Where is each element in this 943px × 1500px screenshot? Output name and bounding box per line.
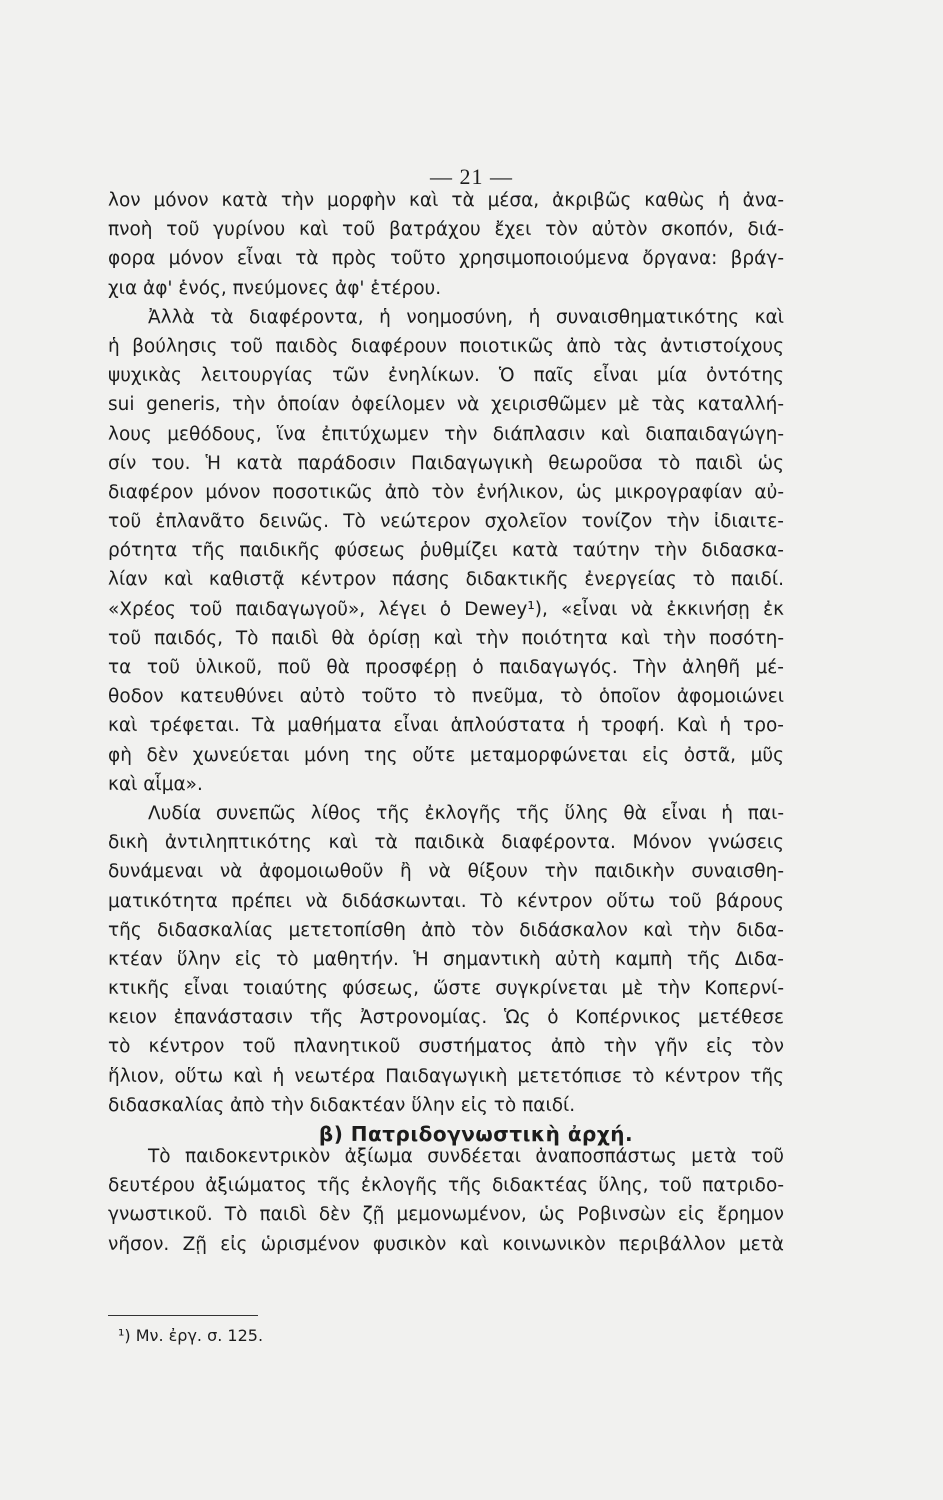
text-line: «Χρέος τοῦ παιδαγωγοῦ», λέγει ὁ Dewey¹), «εἶναι νὰ ἐκκινήσῃ ἐκ: [108, 598, 784, 620]
text-line: νῆσον. Ζῇ εἰς ὡρισμένον φυσικὸν καὶ κοινωνικὸν περιβάλλον μετὰ: [108, 1233, 784, 1255]
text-line: Λυδία συνεπῶς λίθος τῆς ἐκλογῆς τῆς ὕλης θὰ εἶναι ἡ παι-: [148, 802, 784, 824]
text-line: δικὴ ἀντιληπτικότης καὶ τὰ παιδικὰ διαφέροντα. Μόνον γνώσεις: [108, 832, 784, 854]
footnote: ¹) Μν. ἐργ. σ. 125.: [118, 1326, 264, 1345]
text-line: ψυχικὰς λειτουργίας τῶν ἐνηλίκων. Ὁ παῖς εἶναι μία ὀντότης: [108, 365, 784, 387]
text-line: ἡ βούλησις τοῦ παιδὸς διαφέρουν ποιοτικῶς ἀπὸ τὰς ἀντιστοίχους: [108, 335, 784, 357]
text-line: τοῦ παιδός, Τὸ παιδὶ θὰ ὁρίσῃ καὶ τὴν ποιότητα καὶ τὴν ποσότη-: [108, 627, 784, 649]
text-line: καὶ αἷμα».: [108, 773, 203, 795]
text-line: φορα μόνον εἶναι τὰ πρὸς τοῦτο χρησιμοποιούμενα ὄργανα: βράγ-: [108, 248, 784, 270]
main-text-block: [108, 186, 784, 1149]
text-line: γνωστικοῦ. Τὸ παιδὶ δὲν ζῇ μεμονωμένον, ὡς Ροβινσὼν εἰς ἔρημον: [108, 1204, 784, 1226]
text-line: σίν του. Ἡ κατὰ παράδοσιν Παιδαγωγικὴ θεωροῦσα τὸ παιδὶ ὡς: [108, 452, 784, 474]
text-line: λους μεθόδους, ἵνα ἐπιτύχωμεν τὴν διάπλασιν καὶ διαπαιδαγώγη-: [108, 423, 784, 445]
text-line: καὶ τρέφεται. Τὰ μαθήματα εἶναι ἁπλούστατα ἡ τροφή. Καὶ ἡ τρο-: [108, 715, 784, 737]
text-line: Ἀλλὰ τὰ διαφέροντα, ἡ νοημοσύνη, ἡ συναισθηματικότης καὶ: [148, 306, 784, 328]
section-heading: β) Πατριδογνωστικὴ ἀρχή.: [318, 1122, 634, 1146]
text-line: διαφέρον μόνον ποσοτικῶς ἀπὸ τὸν ἐνήλικον, ὡς μικρογραφίαν αὐ-: [108, 481, 784, 503]
text-line: χια ἀφ' ἑνός, πνεύμονες ἀφ' ἑτέρου.: [108, 277, 442, 299]
text-line: κειον ἐπανάστασιν τῆς Ἀστρονομίας. Ὡς ὁ Κοπέρνικος μετέθεσε: [108, 1007, 784, 1029]
text-line: τῆς διδασκαλίας μετετοπίσθη ἀπὸ τὸν διδάσκαλον καὶ τὴν διδα-: [108, 919, 784, 941]
section-text-block: [108, 1142, 784, 1259]
text-line: λον μόνον κατὰ τὴν μορφὴν καὶ τὰ μέσα, ἀκριβῶς καθὼς ἡ ἀνα-: [108, 190, 784, 211]
text-line: τα τοῦ ὑλικοῦ, ποῦ θὰ προσφέρῃ ὁ παιδαγωγός. Τὴν ἀληθῆ μέ-: [108, 657, 784, 678]
text-line: ἥλιον, οὕτω καὶ ἡ νεωτέρα Παιδαγωγικὴ μετετόπισε τὸ κέντρον τῆς: [108, 1065, 784, 1087]
text-line: δευτέρου ἀξιώματος τῆς ἐκλογῆς τῆς διδακτέας ὕλης, τοῦ πατριδο-: [108, 1175, 784, 1197]
text-line: διδασκαλίας ἀπὸ τὴν διδακτέαν ὕλην εἰς τὸ παιδί.: [108, 1094, 576, 1116]
text-line: ρότητα τῆς παιδικῆς φύσεως ῥυθμίζει κατὰ ταύτην τὴν διδασκα-: [108, 540, 784, 562]
text-line: κτέαν ὕλην εἰς τὸ μαθητήν. Ἡ σημαντικὴ αὐτὴ καμπὴ τῆς Διδα-: [108, 948, 784, 970]
footnote-divider: [108, 1315, 258, 1316]
text-line: θοδον κατευθύνει αὐτὸ τοῦτο τὸ πνεῦμα, τὸ ὁποῖον ἀφομοιώνει: [108, 686, 784, 708]
page-number: — 21 —: [430, 164, 513, 189]
text-line: sui generis, τὴν ὁποίαν ὀφείλομεν νὰ χειρισθῶμεν μὲ τὰς καταλλή-: [108, 394, 784, 416]
text-line: δυνάμεναι νὰ ἀφομοιωθοῦν ἢ νὰ θίξουν τὴν παιδικὴν συναισθη-: [108, 861, 784, 883]
text-line: Τὸ παιδοκεντρικὸν ἀξίωμα συνδέεται ἀναποσπάστως μετὰ τοῦ: [148, 1146, 784, 1167]
text-line: ματικότητα πρέπει νὰ διδάσκωνται. Τὸ κέντρον οὕτω τοῦ βάρους: [108, 890, 784, 912]
text-line: πνοὴ τοῦ γυρίνου καὶ τοῦ βατράχου ἔχει τὸν αὐτὸν σκοπόν, διά-: [108, 219, 784, 241]
text-line: κτικῆς εἶναι τοιαύτης φύσεως, ὥστε συγκρίνεται μὲ τὴν Κοπερνί-: [108, 978, 784, 1000]
text-line: λίαν καὶ καθιστᾷ κέντρον πάσης διδακτικῆς ἐνεργείας τὸ παιδί.: [108, 569, 784, 591]
text-line: φὴ δὲν χωνεύεται μόνη της οὔτε μεταμορφώνεται εἰς ὀστᾶ, μῦς: [108, 744, 784, 766]
text-line: τὸ κέντρον τοῦ πλανητικοῦ συστήματος ἀπὸ τὴν γῆν εἰς τὸν: [108, 1036, 784, 1058]
text-line: τοῦ ἐπλανᾶτο δεινῶς. Τὸ νεώτερον σχολεῖον τονίζον τὴν ἰδιαιτε-: [108, 511, 784, 533]
